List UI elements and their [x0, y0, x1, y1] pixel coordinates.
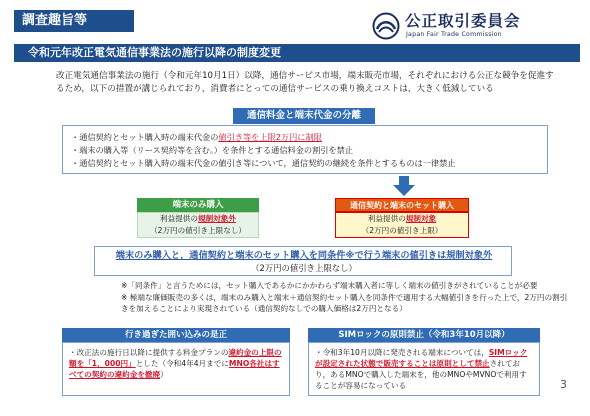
lockin-body	[62, 342, 290, 396]
sim-emphasis: SIMロックが設定された状態で販売することは原則として禁止	[315, 348, 528, 368]
separation-item	[71, 144, 545, 157]
only-purchase-line1	[138, 213, 258, 225]
separation-item-emphasis: 値引き等を上限2万円に制限	[218, 132, 322, 142]
set-purchase-line1-emphasis: 規制対象	[405, 214, 437, 223]
lockin-text: ・改正法の施行日以降に提供する料金プランの	[69, 348, 229, 357]
jftc-logo	[372, 10, 582, 44]
lockin-text: とした（令和4年4月までに	[135, 359, 229, 368]
down-arrow-icon	[392, 176, 416, 196]
set-purchase-line1	[336, 213, 468, 225]
section-header-bar	[14, 44, 580, 62]
only-purchase-line2: （2万円の値引き上限なし）	[150, 226, 246, 235]
separation-box	[62, 125, 548, 174]
highlight-part: 同条件	[317, 250, 346, 261]
note-item: ※「同条件」と言うためには，セット購入であるかにかかわらず端末購入者に等しく端末の値引きがされていることが必要	[121, 281, 538, 290]
lockin-title: 行き過ぎた囲い込みの是正	[62, 328, 290, 342]
sim-text: されており，あるMNOで購入した端末を，他のMNOやMVNOで利用することが容易になっている	[315, 359, 527, 390]
jftc-emblem-icon	[372, 12, 400, 40]
only-purchase-line1-text: 利益提供の	[160, 214, 198, 223]
separation-list	[71, 131, 545, 170]
logo-name-jp: 公正取引委員会	[405, 12, 521, 30]
separation-item-text: ・通信契約とセット購入時の端末代金の値引き等について，通信契約の継続を条件とするものは一律禁止	[71, 158, 456, 168]
highlight-line1	[95, 250, 513, 262]
lockin-emphasis: MNO各社はすべての契約の違約金を撤廃	[69, 359, 280, 379]
separation-item	[71, 131, 545, 144]
highlight-line2: （2万円の値引き上限なし）	[251, 263, 357, 273]
set-purchase-body	[335, 212, 469, 238]
notes	[121, 280, 571, 315]
only-purchase-line1-emphasis: 規制対象外	[198, 214, 236, 223]
sim-text: ・令和3年10月以降に発売される端末については，	[315, 348, 489, 357]
highlight-part: ※で行う端末の値引きは	[345, 250, 447, 261]
lockin-emphasis: 違約金の上限の額を「1，000円」	[69, 348, 282, 368]
separation-item-text: ・通信契約とセット購入時の端末代金の	[71, 132, 219, 142]
logo-name-en: Japan Fair Trade Commission	[406, 31, 502, 38]
set-purchase-line2: （2万円の値引き上限）	[361, 226, 443, 235]
separation-item	[71, 157, 545, 170]
only-purchase-body	[137, 212, 259, 238]
highlight-box	[94, 246, 512, 276]
highlight-part: 規制対象外	[446, 250, 493, 261]
sim-title: SIMロックの原則禁止（令和3年10月以降）	[308, 328, 540, 342]
page-number: 3	[560, 378, 567, 391]
separation-item-text: ・端末の購入等（リース契約等を含む。）を条件とする通信料金の割引を禁止	[71, 145, 354, 155]
intro-text: 改正電気通信事業法の施行（令和元年10月1日）以降，通信サービス市場，端末販売市場，それぞれにおける公正な競争を促進するため，以下の措置が講じられており，消費者にとっての通信サービスの乗り換えコストは，大きく低減している	[56, 71, 554, 94]
separation-title: 通信料金と端末代金の分離	[233, 108, 375, 124]
page-title-band	[14, 10, 134, 32]
set-purchase-label: 通信契約と端末のセット購入	[335, 198, 469, 212]
set-purchase-line1-text: 利益提供の	[367, 214, 406, 223]
note-item: ※ 極端な廉価販売の多くは，端末のみ購入と端末＋通信契約セット購入を同条件で適用する大幅値引きを行った上で，2万円の割引きを加えることにより実現されている（通信契約なしでの購入価格は2万円となる）	[121, 293, 568, 313]
highlight-part: 端末のみ購入と，通信契約と端末のセット購入を	[115, 250, 318, 261]
page-title: 調査趣旨等	[22, 13, 88, 28]
only-purchase-label: 端末のみ購入	[137, 198, 259, 212]
sim-body	[308, 342, 540, 396]
section-header: 令和元年改正電気通信事業法の施行以降の制度変更	[28, 46, 281, 59]
lockin-text: ）	[160, 370, 168, 379]
